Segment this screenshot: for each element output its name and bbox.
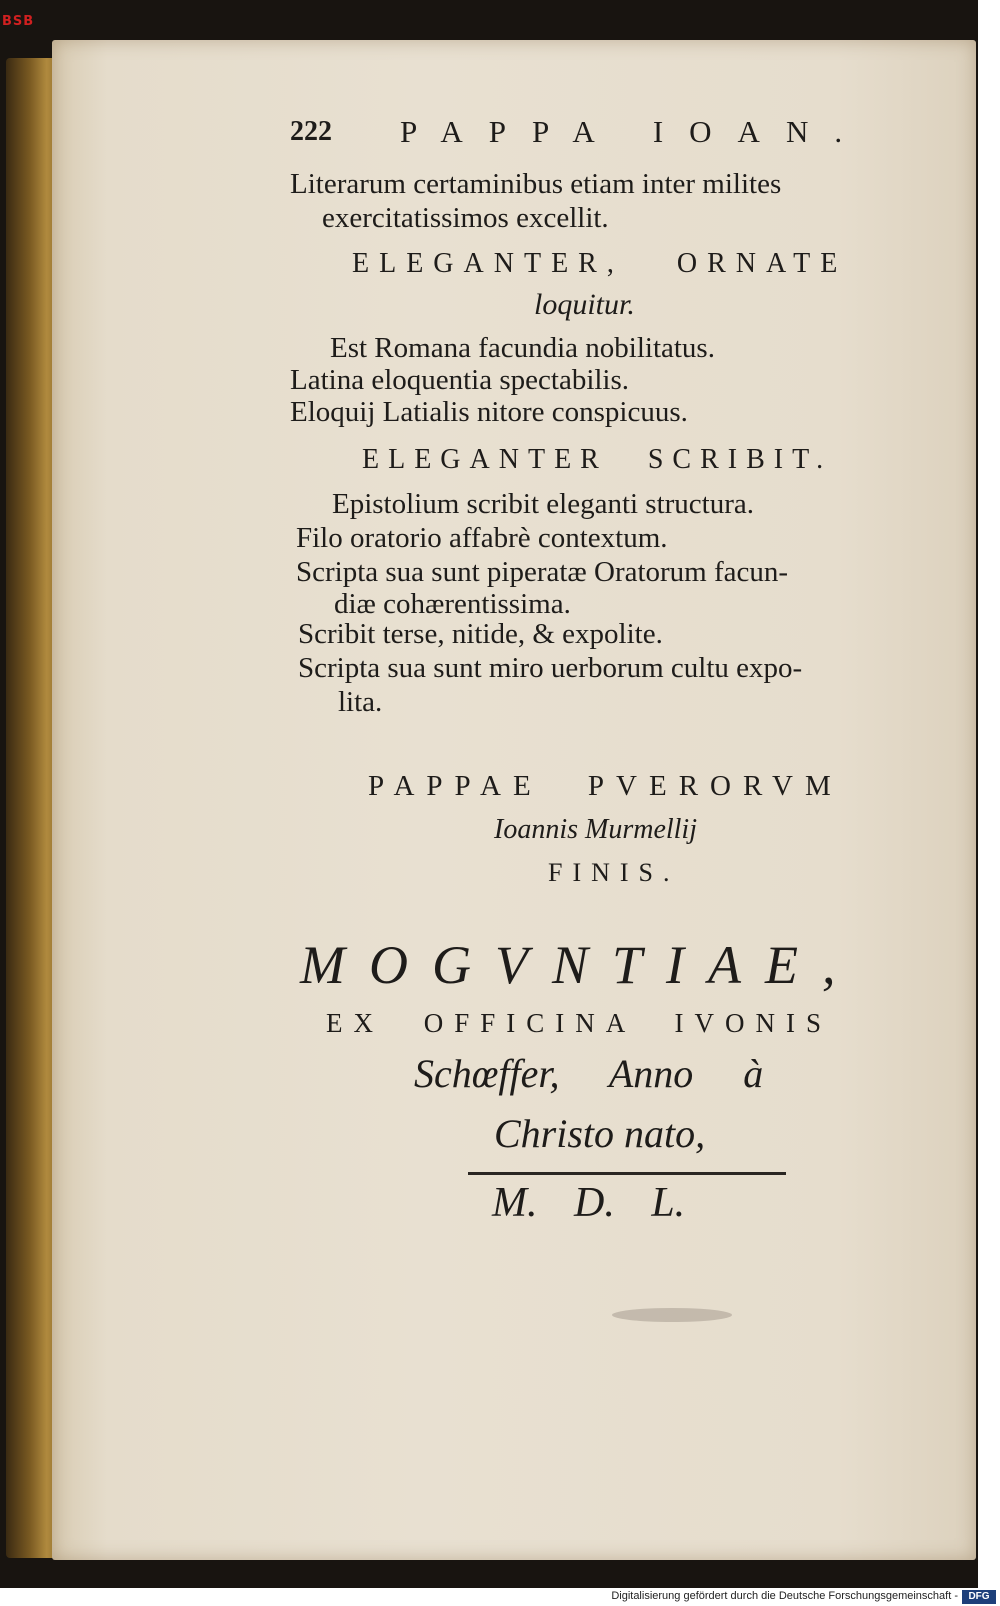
text-line: Filo oratorio affabrè contextum. bbox=[296, 522, 668, 554]
text-line: Scripta sua sunt miro uerborum cultu expo- bbox=[298, 652, 803, 684]
text-line: lita. bbox=[338, 686, 383, 718]
colophon-finis: FINIS. bbox=[548, 858, 680, 887]
text-line: Eloquij Latialis nitore conspicuus. bbox=[290, 396, 688, 428]
printing-city: MOGVNTIAE, bbox=[300, 935, 860, 995]
section-heading: ELEGANTER, ORNATE bbox=[352, 248, 848, 279]
text-line: Scripta sua sunt piperatæ Oratorum facun- bbox=[296, 556, 789, 588]
divider-rule bbox=[468, 1172, 786, 1175]
text-line: diæ cohærentissima. bbox=[334, 588, 571, 620]
text-line: Scribit terse, nitide, & expolite. bbox=[298, 618, 663, 650]
printing-year: M. D. L. bbox=[492, 1180, 686, 1226]
text-line: Epistolium scribit eleganti structura. bbox=[332, 488, 755, 520]
funding-note: Digitalisierung gefördert durch die Deutsche Forschungsgemeinschaft - bbox=[611, 1590, 958, 1602]
running-title: PAPPA IOAN. bbox=[400, 114, 869, 149]
section-heading: ELEGANTER SCRIBIT. bbox=[362, 444, 833, 475]
colophon-author: Ioannis Murmellij bbox=[494, 814, 697, 845]
page-number: 222 bbox=[290, 116, 332, 147]
text-line: exercitatissimos excellit. bbox=[322, 202, 609, 234]
printing-date-phrase: Christo nato, bbox=[494, 1111, 706, 1156]
dfg-logo: DFG bbox=[962, 1590, 996, 1604]
section-subheading: loquitur. bbox=[534, 288, 635, 321]
printer-name: Schœffer, Anno à bbox=[414, 1051, 764, 1096]
text-line: Latina eloquentia spectabilis. bbox=[290, 364, 630, 396]
text-line: Est Romana facundia nobilitatus. bbox=[330, 332, 715, 364]
ink-smudge bbox=[612, 1308, 732, 1322]
colophon-title: PAPPAE PVERORVM bbox=[368, 770, 843, 802]
printing-officina: EX OFFICINA IVONIS bbox=[326, 1008, 833, 1038]
text-line: Literarum certaminibus etiam inter milites bbox=[290, 168, 782, 200]
bsb-logo: BSB bbox=[2, 14, 35, 29]
